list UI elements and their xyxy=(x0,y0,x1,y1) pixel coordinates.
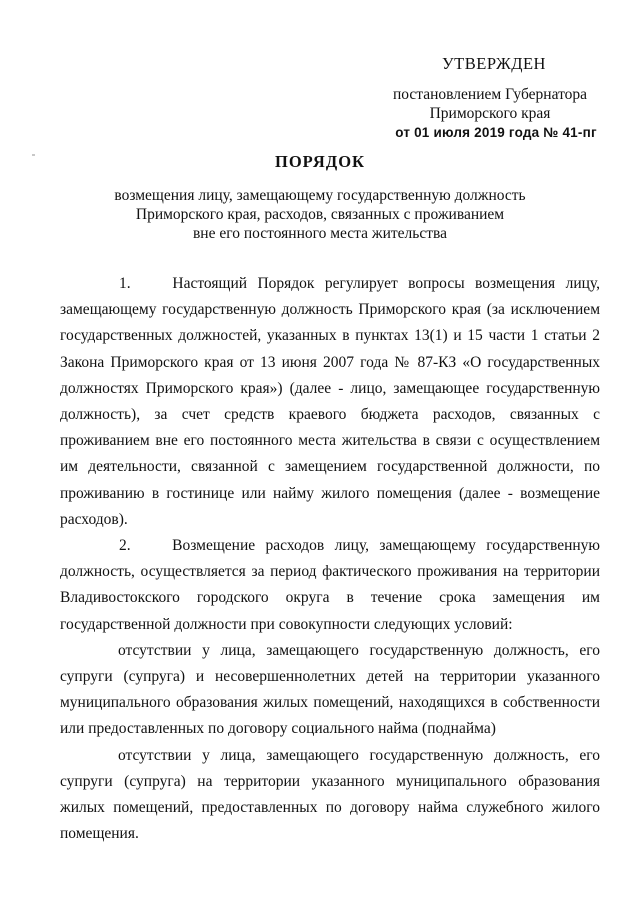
document-title: ПОРЯДОК xyxy=(275,152,365,171)
subtitle-line-1: возмещения лицу, замещающему государственную должность xyxy=(114,187,526,204)
document-subtitle xyxy=(110,186,530,243)
condition-1: отсутствии у лица, замещающего государственную должность, его супруги (супруга) и несовершеннолетних детей на территории указанного муниципального образования жилых помещений, находящихся в собственности или предоставленных по договору социального найма (поднайма) xyxy=(60,641,600,738)
paragraph-2: 2. Возмещение расходов лицу, замещающему государственную должность, осуществляется за период фактического проживания на территории Владивостокского городского округа в течение срока замещения им государственной должности при совокупности следующих условий: xyxy=(60,537,600,633)
approval-block xyxy=(360,54,620,142)
paragraph-1: 1. Настоящий Порядок регулирует вопросы возмещения лицу, замещающему государственную должность Приморского края (за исключением государственных должностей, указанных в пунктах 13(1) и 15 части 1 статьи 2 Закона Приморского края от 13 июня 2007 года № 87-КЗ «О государственных должностях Приморского края») (далее - лицо, замещающее государственную должность), за счет средств краевого бюджета расходов, связанных с проживанием вне его постоянного места жительства в связи с осуществлением им деятельности, связанной с замещением государственной должности, по проживанию в гостинице или найму жилого помещения (далее - возмещение расходов). xyxy=(60,275,600,528)
condition-2: отсутствии у лица, замещающего государственную должность, его супруги (супруга) на территории указанного муниципального образования жилых помещений, предоставленных по договору найма служебного жилого помещения. xyxy=(60,746,600,843)
subtitle-line-3: вне его постоянного места жительства xyxy=(192,225,448,242)
approval-line-2: Приморского края xyxy=(429,105,551,122)
subtitle-line-2: Приморского края, расходов, связанных с проживанием xyxy=(135,206,505,223)
approval-title: УТВЕРЖДЕН xyxy=(442,54,546,73)
approval-line-1: постановлением Губернатора xyxy=(392,86,588,103)
approval-date-number: от 01 июля 2019 года № 41-пг xyxy=(395,125,597,140)
document-body xyxy=(60,271,600,847)
